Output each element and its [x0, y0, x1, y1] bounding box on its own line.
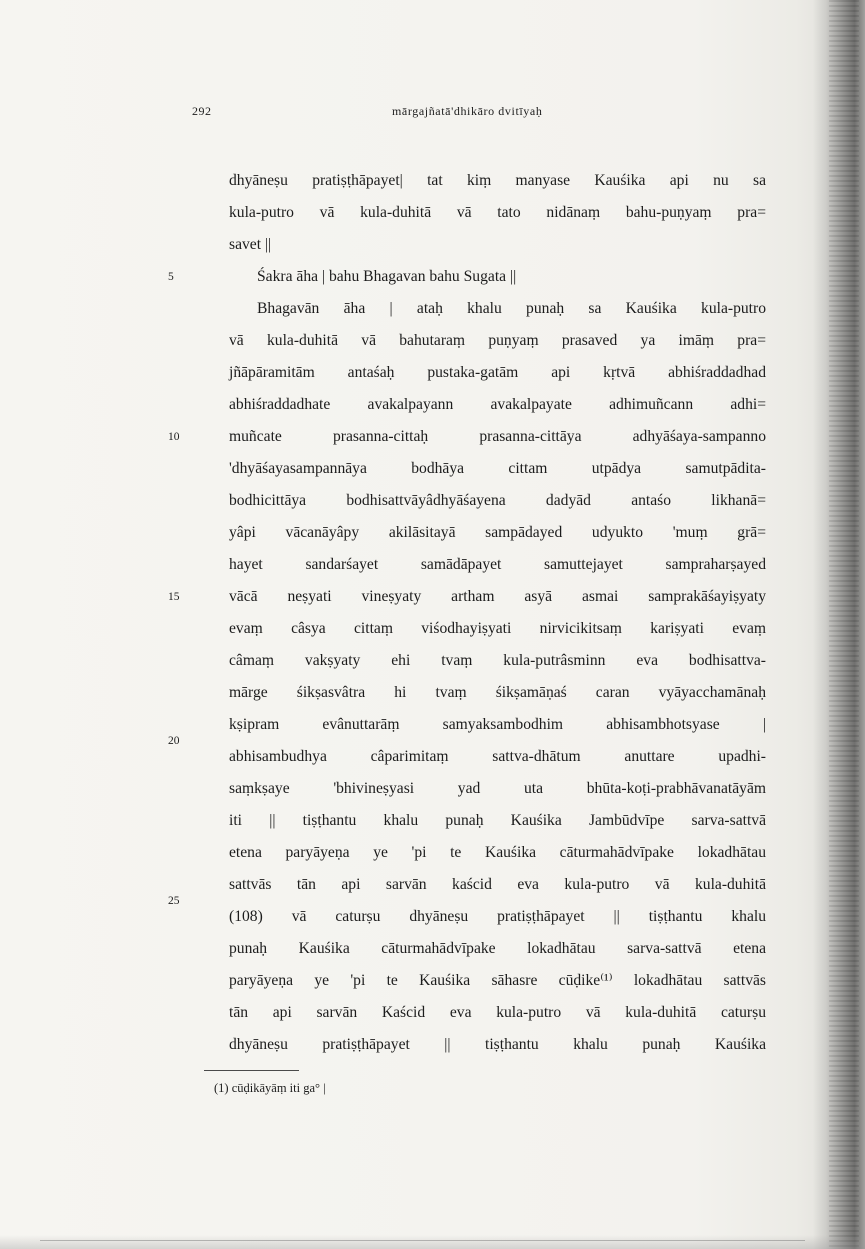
- body-line-24: (108) vā caturṣu dhyāneṣu pratiṣṭhāpayet || tiṣṭhantu khalu: [229, 908, 766, 925]
- body-line-17: mārge śikṣasvâtra hi tvaṃ śikṣamāṇaś caran vyāyacchamānaḥ: [229, 684, 766, 701]
- body-line-18: kṣipram evânuttarāṃ samyaksambodhim abhisambhotsyase |: [229, 716, 766, 733]
- body-line-8: abhiśraddadhate avakalpayann avakalpayate adhimuñcann adhi=: [229, 396, 766, 413]
- body-line-22: etena paryāyeṇa ye 'pi te Kauśika cāturmahādvīpake lokadhātau: [229, 844, 766, 861]
- body-line-28: dhyāneṣu pratiṣṭhāpayet || tiṣṭhantu khalu punaḥ Kauśika: [229, 1036, 766, 1053]
- body-line-15: evaṃ câsya cittaṃ viśodhayiṣyati nirvicikitsaṃ kariṣyati evaṃ: [229, 620, 766, 637]
- body-line-26: paryāyeṇa ye 'pi te Kauśika sāhasre cūḍike⁽¹⁾ lokadhātau sattvās: [229, 972, 766, 989]
- body-line-5: Bhagavān āha | ataḥ khalu punaḥ sa Kauśika kula-putro: [257, 300, 766, 317]
- footnote-rule: [204, 1070, 299, 1071]
- body-line-7: jñāpāramitām antaśaḥ pustaka-gatām api kṛtvā abhiśraddadhad: [229, 364, 766, 381]
- body-line-27: tān api sarvān Kaścid eva kula-putro vā kula-duhitā caturṣu: [229, 1004, 766, 1021]
- body-line-20: saṃkṣaye 'bhivineṣyasi yad uta bhūta-koṭi-prabhāvanatāyām: [229, 780, 766, 797]
- body-line-12: yâpi vācanāyâpy akilāsitayā sampādayed udyukto 'muṃ grā=: [229, 524, 766, 541]
- body-line-1: dhyāneṣu pratiṣṭhāpayet| tat kiṃ manyase Kauśika api nu sa: [229, 172, 766, 189]
- body-line-11: bodhicittāya bodhisattvāyâdhyāśayena dadyād antaśo likhanā=: [229, 492, 766, 509]
- line-number-5: 5: [168, 271, 174, 283]
- body-line-19: abhisambudhya câparimitaṃ sattva-dhātum anuttare upadhi-: [229, 748, 766, 765]
- body-line-21: iti || tiṣṭhantu khalu punaḥ Kauśika Jambūdvīpe sarva-sattvā: [229, 812, 766, 829]
- body-line-16: câmaṃ vakṣyaty ehi tvaṃ kula-putrâsminn eva bodhisattva-: [229, 652, 766, 669]
- body-line-13: hayet sandarśayet samādāpayet samuttejayet sampraharṣayed: [229, 556, 766, 573]
- body-line-3: savet ||: [229, 236, 272, 253]
- body-line-9: muñcate prasanna-cittaḥ prasanna-cittāya adhyāśaya-sampanno: [229, 428, 766, 445]
- page-bottom-line: [40, 1240, 805, 1241]
- binding-edge-texture: [829, 0, 859, 1249]
- page-number: 292: [192, 104, 212, 118]
- body-line-6: vā kula-duhitā vā bahutaraṃ puṇyaṃ prasaved ya imāṃ pra=: [229, 332, 766, 349]
- line-number-15: 15: [168, 591, 180, 603]
- body-line-25: punaḥ Kauśika cāturmahādvīpake lokadhātau sarva-sattvā etena: [229, 940, 766, 957]
- body-line-4: Śakra āha | bahu Bhagavan bahu Sugata ||: [257, 268, 517, 285]
- running-title: mārgajñatā'dhikāro dvitīyaḥ: [392, 104, 543, 118]
- body-line-2: kula-putro vā kula-duhitā vā tato nidānaṃ bahu-puṇyaṃ pra=: [229, 204, 766, 221]
- body-line-23: sattvās tān api sarvān kaścid eva kula-putro vā kula-duhitā: [229, 876, 766, 893]
- line-number-25: 25: [168, 895, 180, 907]
- line-number-10: 10: [168, 431, 180, 443]
- page-bottom-edge: [0, 1235, 865, 1249]
- footnote: (1) cūḍikāyāṃ iti ga° |: [214, 1081, 326, 1095]
- body-line-10: 'dhyāśayasampannāya bodhāya cittam utpādya samutpādita-: [229, 460, 766, 477]
- body-line-14: vācā neṣyati vineṣyaty artham asyā asmai samprakāśayiṣyaty: [229, 588, 766, 605]
- line-number-20: 20: [168, 735, 180, 747]
